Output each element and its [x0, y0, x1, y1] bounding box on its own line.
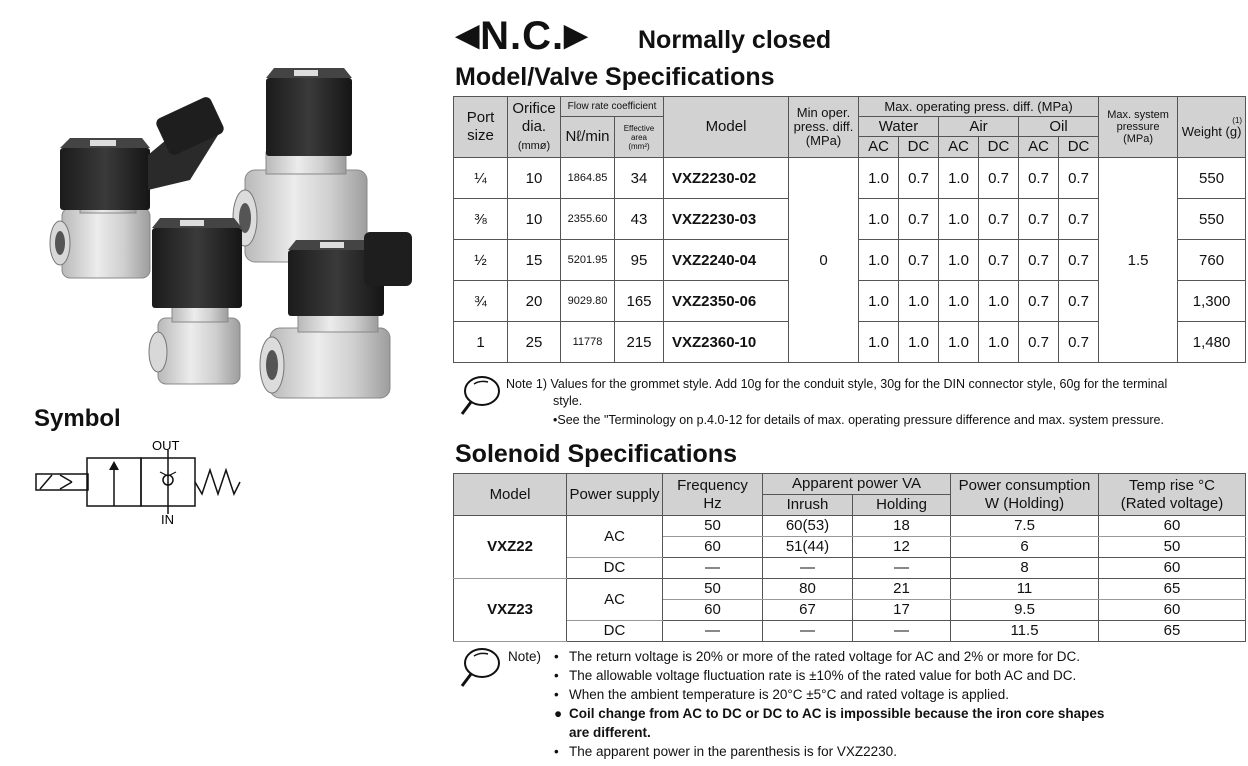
- table-row: DC — — — 8 60: [454, 558, 1246, 579]
- model-number: VXZ2350-06: [664, 281, 789, 322]
- right-triangle-icon: ▶: [564, 19, 589, 52]
- header-model: Model: [664, 97, 789, 158]
- filled-bullet-icon: ●: [554, 706, 563, 721]
- header-water: Water: [859, 117, 939, 137]
- header-air-dc: DC: [979, 137, 1019, 158]
- table-row: 1 25 11778 215 VXZ2360-10 1.0 1.0 1.0 1.0 0.7 0.7 1,480: [454, 322, 1246, 363]
- table-row: VXZ22 AC 50 60(53) 18 7.5 60: [454, 516, 1246, 537]
- note-2: Note) • The return voltage is 20% or more of the rated voltage for AC and 2% or more for DC. • The allowable voltage fluctuation rate is ±10% of the rated value for both AC and DC. • When the ambient temperature is 20°C ±5°C and rated voltage is applied. ● Coil change from AC to DC or DC to AC is impossible because the iron core shapes are different. • The apparent power in the parenthesis is for VXZ2230.: [508, 649, 1105, 759]
- left-triangle-icon: ◀: [456, 19, 481, 52]
- model-spec-table: [453, 96, 1246, 363]
- note2-label: Note): [508, 649, 542, 664]
- header-power-supply: Power supply: [567, 474, 663, 516]
- table-row: ½ 15 5201.95 95 VXZ2240-04 1.0 0.7 1.0 0.7 0.7 0.7 760: [454, 240, 1246, 281]
- model-section-title: Model/Valve Specifications: [455, 63, 775, 91]
- header-weight: (1) Weight (g): [1178, 97, 1246, 158]
- table-row: DC — — — 11.5 65: [454, 621, 1246, 642]
- header-air-ac: AC: [939, 137, 979, 158]
- max-system-value: 1.5: [1099, 158, 1178, 363]
- header-holding: Holding: [853, 495, 951, 516]
- header-port-size: Port size: [454, 97, 508, 158]
- header-water-dc: DC: [899, 137, 939, 158]
- header-min-oper: Min oper. press. diff. (MPa): [789, 97, 859, 158]
- valve-b: [233, 68, 367, 262]
- model-number: VXZ2230-03: [664, 199, 789, 240]
- solenoid-section-title: Solenoid Specifications: [455, 440, 737, 468]
- nc-label: N.C.: [480, 14, 565, 58]
- header-max-oper: Max. operating press. diff. (MPa): [859, 97, 1099, 117]
- product-photo: [40, 60, 420, 400]
- header-temp-rise: Temp rise °C (Rated voltage): [1099, 474, 1246, 516]
- header-inrush: Inrush: [763, 495, 853, 516]
- header-orifice: Orifice dia. (mmø): [508, 97, 561, 158]
- model-number: VXZ2240-04: [664, 240, 789, 281]
- header-power-consumption: Power consumption W (Holding): [951, 474, 1099, 516]
- header-apparent-power: Apparent power VA: [763, 474, 951, 495]
- model-number: VXZ2360-10: [664, 322, 789, 363]
- note-1: Note 1) Values for the grommet style. Add 10g for the conduit style, 30g for the DIN connector style, 60g for the terminal style. •See the "Terminology on p.4.0-12 for details of max. operating pressure difference and max. system pressure.: [506, 377, 1168, 427]
- solenoid-model: VXZ22: [454, 516, 567, 579]
- min-oper-value: 0: [789, 158, 859, 363]
- table-row: 60 51(44) 12 6 50: [454, 537, 1246, 558]
- symbol-in-label: IN: [161, 512, 174, 526]
- header-water-ac: AC: [859, 137, 899, 158]
- table-row: 60 67 17 9.5 60: [454, 600, 1246, 621]
- header-oil-dc: DC: [1059, 137, 1099, 158]
- valve-c: [149, 218, 242, 384]
- solenoid-spec-table: [453, 473, 1246, 642]
- table-row: ⅜ 10 2355.60 43 VXZ2230-03 1.0 0.7 1.0 0.7 0.7 0.7 550: [454, 199, 1246, 240]
- header-effective-area: Effective area (mm²): [615, 117, 664, 158]
- solenoid-model: VXZ23: [454, 579, 567, 642]
- table-row: VXZ23 AC 50 80 21 11 65: [454, 579, 1246, 600]
- magnifier-icon: [458, 374, 502, 418]
- model-number: VXZ2230-02: [664, 158, 789, 199]
- header-air: Air: [939, 117, 1019, 137]
- symbol-out-label: OUT: [152, 438, 180, 453]
- nc-title: [456, 12, 588, 60]
- header-sol-model: Model: [454, 474, 567, 516]
- header-nl-min: Nℓ/min: [561, 117, 615, 158]
- header-frequency: Frequency Hz: [663, 474, 763, 516]
- table-row: ¼ 10 1864.85 34 VXZ2230-02 0 1.0 0.7 1.0 0.7 0.7 0.7 1.5 550: [454, 158, 1246, 199]
- header-flow-rate: Flow rate coefficient: [561, 97, 664, 117]
- header-max-system: Max. system pressure (MPa): [1099, 97, 1178, 158]
- nc-subtitle: Normally closed: [638, 26, 832, 54]
- header-oil: Oil: [1019, 117, 1099, 137]
- symbol-title: Symbol: [34, 405, 121, 432]
- table-row: ¾ 20 9029.80 165 VXZ2350-06 1.0 1.0 1.0 1.0 0.7 0.7 1,300: [454, 281, 1246, 322]
- magnifier-icon: [458, 646, 502, 690]
- valve-symbol-diagram: [30, 436, 250, 526]
- header-oil-ac: AC: [1019, 137, 1059, 158]
